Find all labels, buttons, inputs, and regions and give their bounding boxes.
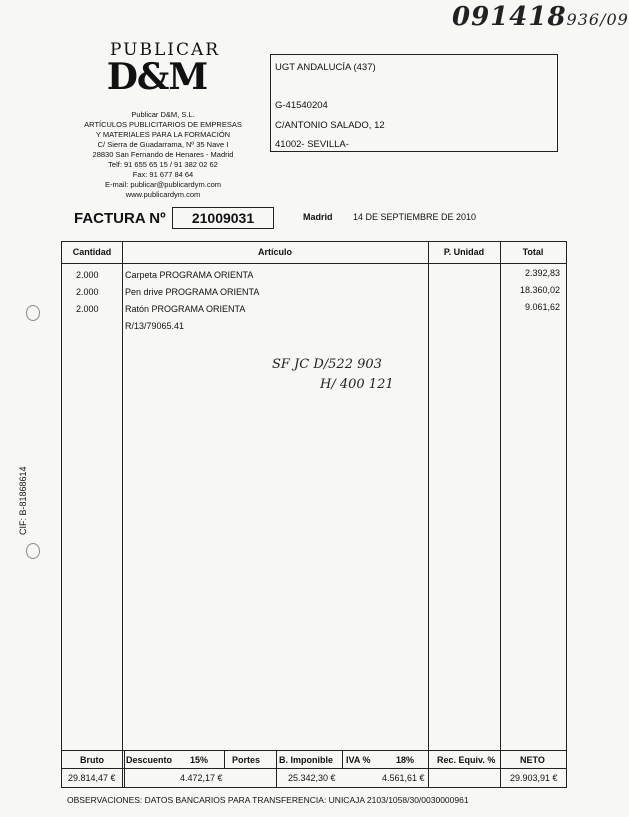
company-line: C/ Sierra de Guadarrama, Nº 35 Nave I [97,140,229,149]
iva-percent: 18% [396,755,415,765]
handwritten-number: 091418 [452,2,567,32]
row-article: Pen drive PROGRAMA ORIENTA [125,287,260,297]
bruto-label: Bruto [80,755,104,765]
header-article: Artículo [257,247,292,257]
footer-divider [124,750,125,787]
header-total: Total [522,247,544,257]
side-cif: CIF: B-81868614 [18,466,28,535]
client-street: C/ANTONIO SALADO, 12 [275,120,385,131]
row-total: 2.392,83 [524,268,560,278]
row-article: Ratón PROGRAMA ORIENTA [125,304,246,314]
company-line: ARTÍCULOS PUBLICITARIOS DE EMPRESAS [84,120,242,129]
row-qty: 2.000 [76,270,99,280]
base-imponible-label: B. Imponible [279,755,333,765]
neto-value: 29.903,91 € [510,773,558,783]
rec-equiv-label: Rec. Equiv. % [437,755,496,765]
company-info [58,110,268,200]
handwritten-note-line: H/ 400 121 [320,377,394,392]
client-city: 41002- SEVILLA- [275,139,349,150]
column-divider [500,242,501,787]
handwritten-ref: 936/09 [566,10,629,29]
header-unit-price: P. Unidad [443,247,485,257]
client-cif: G-41540204 [275,100,328,111]
handwritten-note [272,355,394,395]
logo-dm: D&M [106,56,208,98]
invoice-place: Madrid [303,212,333,222]
company-line: 28830 San Fernando de Henares - Madrid [92,150,234,159]
descuento-percent: 15% [190,755,209,765]
company-line: E-mail: publicar@publicardym.com [105,180,221,189]
iva-label: IVA % [346,755,371,765]
header-divider [62,263,566,264]
punch-hole [26,305,40,321]
logo-publicar-text: PUBLICAR [110,40,221,60]
client-name: UGT ANDALUCÍA (437) [275,62,376,73]
handwritten-note-line: SF JC D/522 903 [272,357,382,372]
descuento-value: 4.472,17 € [180,773,223,783]
bruto-value: 29.814,47 € [68,773,116,783]
reference-line: R/13/79065.41 [125,321,185,331]
client-address-box [270,54,558,152]
company-line: www.publicardym.com [125,190,201,199]
invoice-label: FACTURA Nº [74,210,166,227]
row-total: 9.061,62 [524,302,560,312]
punch-hole [26,543,40,559]
company-line: Publicar D&M, S.L. [131,110,195,119]
footer-divider [62,750,566,751]
header-qty: Cantidad [72,247,112,257]
footer-divider [62,768,566,769]
row-qty: 2.000 [76,304,99,314]
footer-divider [342,750,343,768]
footer-divider [276,750,277,787]
invoice-table [61,241,567,788]
column-divider [428,242,429,787]
column-divider [122,242,123,787]
footer-divider [224,750,225,768]
invoice-number: 21009031 [172,207,274,229]
neto-label: NETO [520,755,545,765]
company-line: Telf: 91 655 65 15 / 91 382 02 62 [108,160,218,169]
handwritten-reference [452,2,629,32]
observaciones: OBSERVACIONES: DATOS BANCARIOS PARA TRANSFERENCIA: UNICAJA 2103/1058/30/0030000961 [67,795,469,805]
iva-value: 4.561,61 € [382,773,425,783]
descuento-label: Descuento [126,755,173,765]
row-article: Carpeta PROGRAMA ORIENTA [125,270,254,280]
base-imponible-value: 25.342,30 € [288,773,336,783]
company-line: Y MATERIALES PARA LA FORMACIÓN [95,130,231,139]
row-qty: 2.000 [76,287,99,297]
row-total: 18.360,02 [519,285,560,295]
company-line: Fax: 91 677 84 64 [132,170,194,179]
portes-label: Portes [232,755,261,765]
invoice-date: 14 DE SEPTIEMBRE DE 2010 [353,212,477,222]
